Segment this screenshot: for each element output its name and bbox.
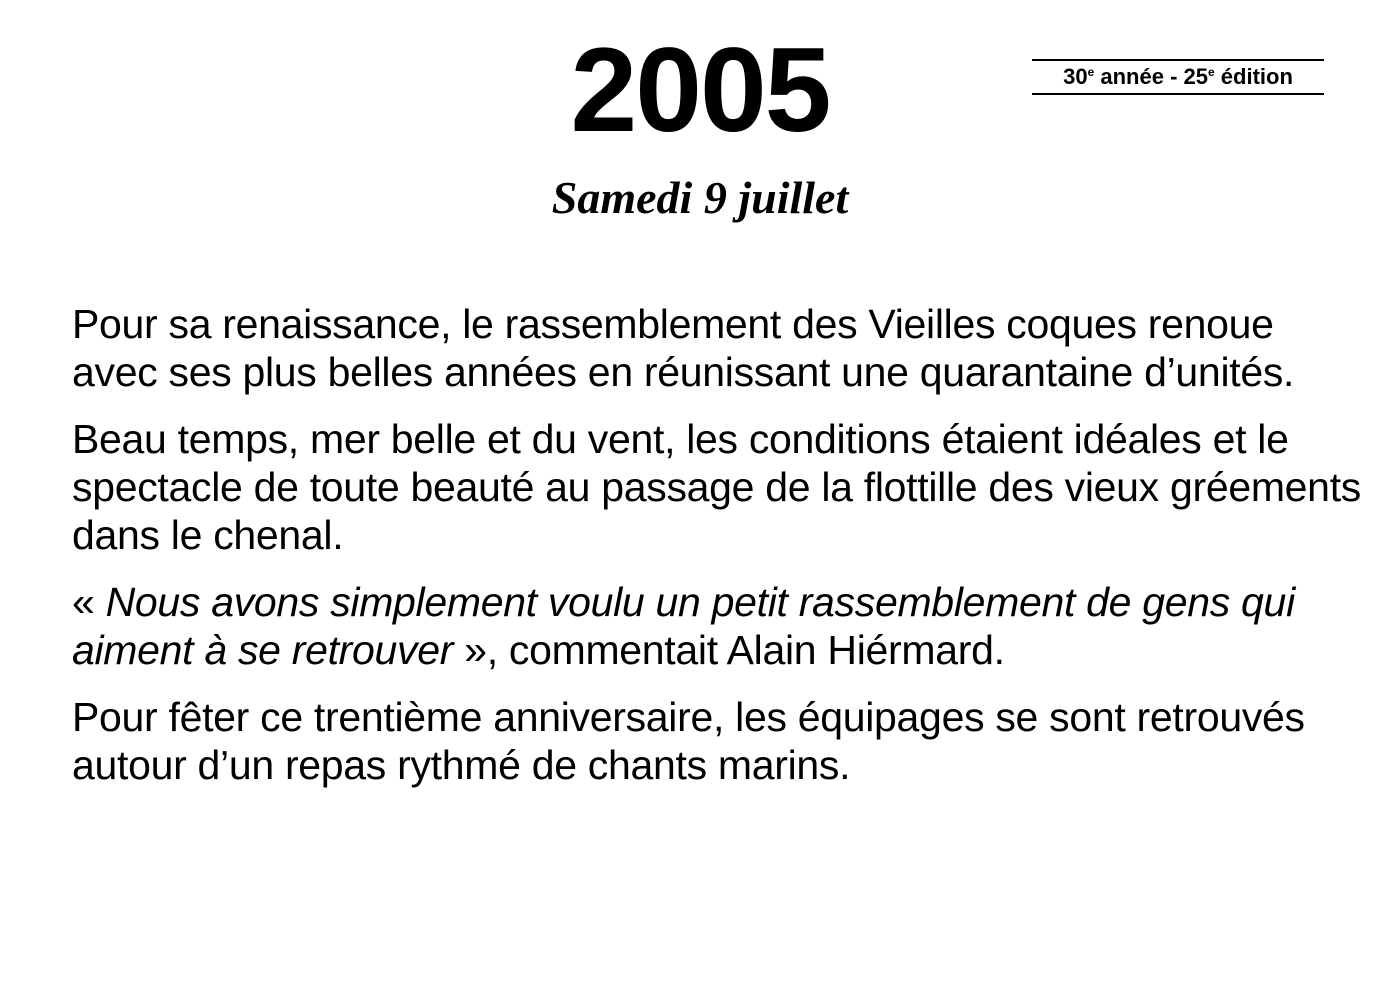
year-title: 2005 [570,23,830,157]
paragraph-4: Pour fêter ce trentième anniversaire, les équipages se sont retrouvés autour d’un repas rythmé de chants marins. [72,694,1305,788]
close-quote: » [453,627,487,673]
paragraph-3 [72,578,1362,674]
quote-text: Nous avons simplement voulu un petit rassemblement de gens qui aiment à se retrouver [72,579,1295,673]
year-word: année - [1094,64,1184,89]
edition-badge [1032,59,1324,95]
article-body [72,300,1362,808]
paragraph-2: Beau temps, mer belle et du vent, les conditions étaient idéales et le spectacle de toute beauté au passage de la flottille des vieux gréements dans le chenal. [72,416,1361,558]
edition-superscript: e [1208,65,1215,79]
edition-word: édition [1214,64,1293,89]
edition-number: 25 [1183,64,1208,89]
open-quote: « [72,579,106,625]
quote-attribution: , commentait Alain Hiérmard. [486,627,1005,673]
year-superscript: e [1087,65,1095,79]
date-subtitle: Samedi 9 juillet [551,172,849,223]
year-number: 30 [1063,64,1088,89]
paragraph-1: Pour sa renaissance, le rassemblement des Vieilles coques renoue avec ses plus belles années en réunissant une quarantaine d’unités. [72,301,1295,395]
